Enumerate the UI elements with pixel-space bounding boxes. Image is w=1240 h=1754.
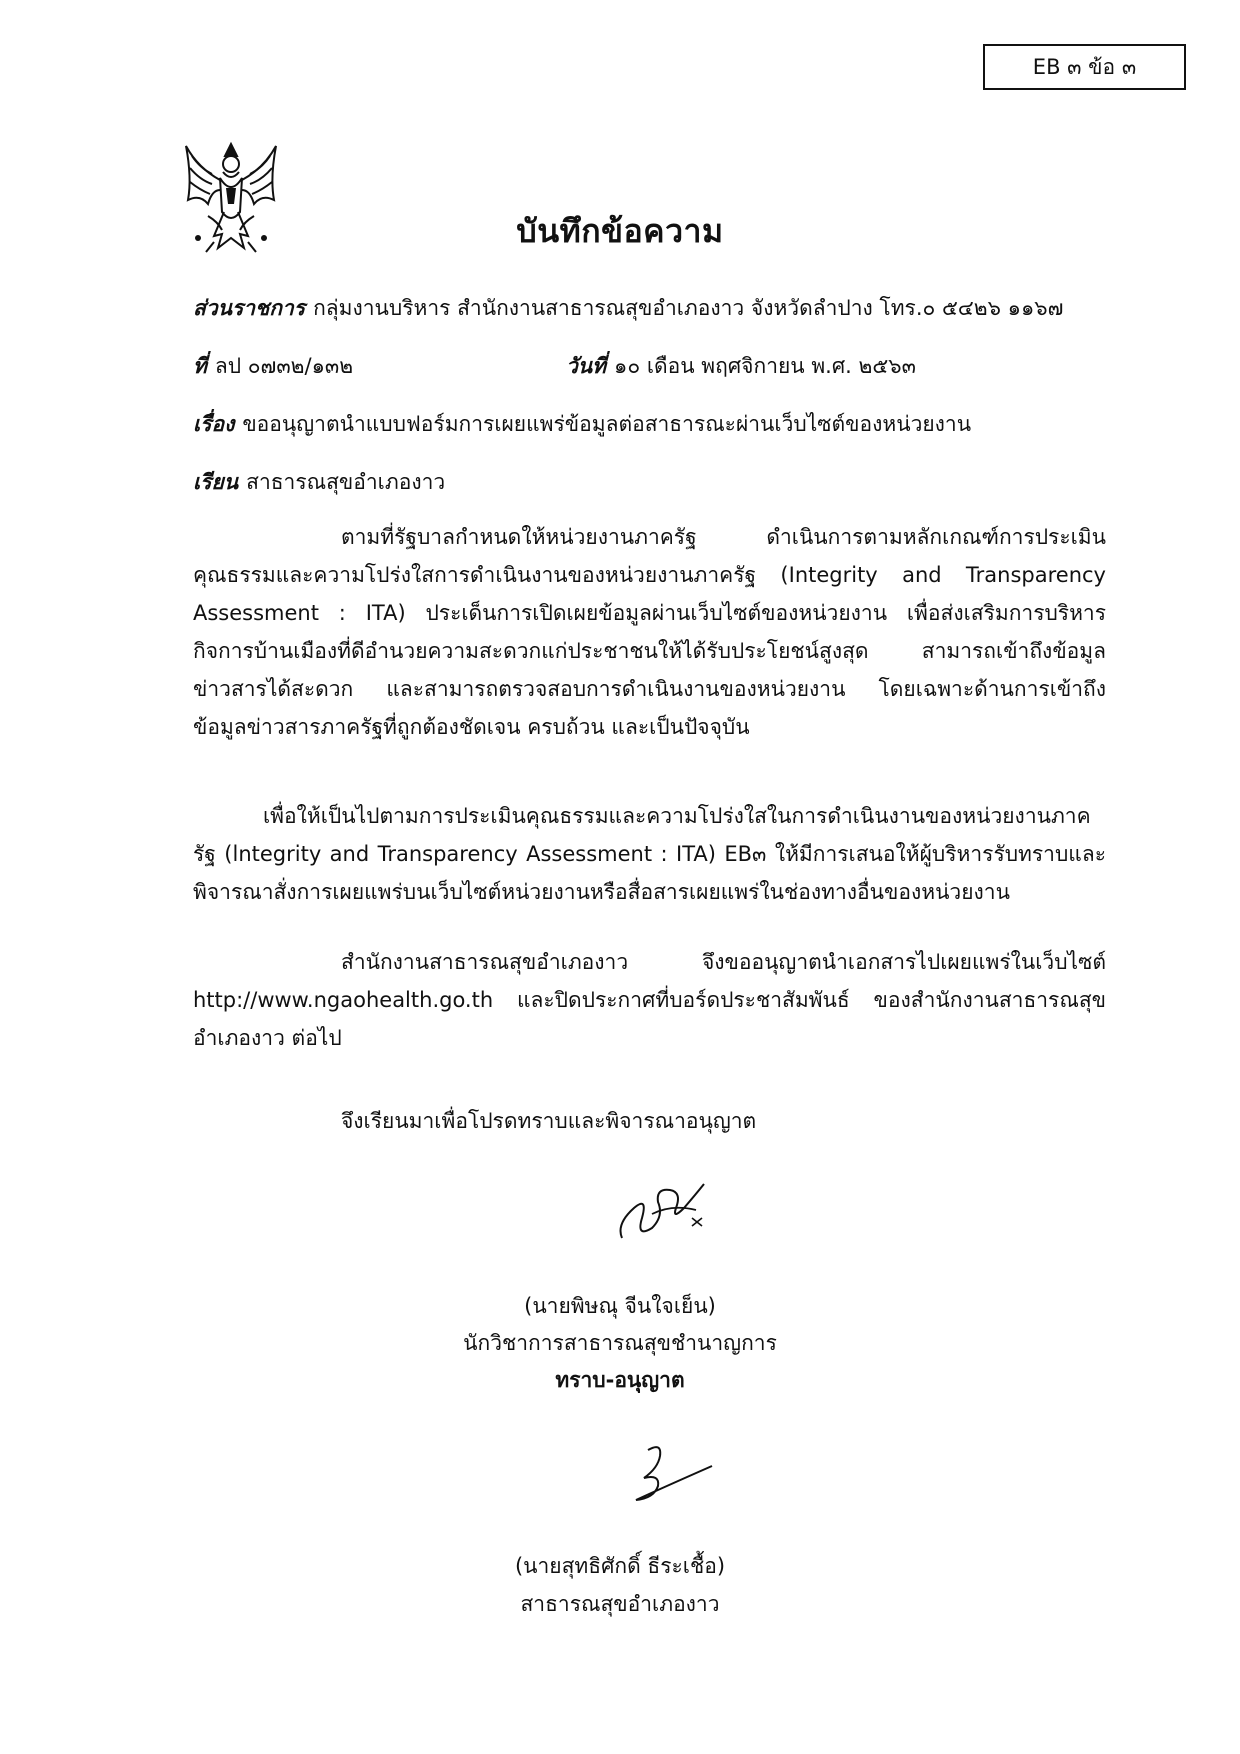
addressee-label: เรียน [193,470,239,494]
reference-line [193,350,353,383]
reference-value: ลป ๐๗๓๒/๑๓๒ [214,354,354,378]
signer-1-name: (นายพิษณุ จีนใจเย็น) [524,1294,716,1318]
addressee-value: สาธารณสุขอำเภองาว [246,470,446,494]
date-value: ๑๐ เดือน พฤศจิกายน พ.ศ. ๒๕๖๓ [614,354,916,378]
body-paragraph-3: สำนักงานสาธารณสุขอำเภองาว จึงขออนุญาตนำเอกสารไปเผยแพร่ในเว็บไซต์ http://www.ngaohealth.go.th และปิดประกาศที่บอร์ดประชาสัมพันธ์ ของสำนักงานสาธารณสุขอำเภองาว ต่อไป [193,950,1106,1050]
body-paragraph-2: เพื่อให้เป็นไปตามการประเมินคุณธรรมและความโปร่งใสในการดำเนินงานของหน่วยงานภาครัฐ (lntegrity and Transparency Assessment : ITA) EB๓ ให้มีการเสนอให้ผู้บริหารรับทราบและพิจารณาสั่งการเผยแพร่บนเว็บไซต์หน่วยงานหรือสื่อสารเผยแพร่ในช่องทางอื่นของหน่วยงาน [193,804,1106,904]
subject-value: ขออนุญาตนำแบบฟอร์มการเผยแพร่ข้อมูลต่อสาธารณะผ่านเว็บไซต์ของหน่วยงาน [242,412,972,436]
agency-line [193,292,1063,325]
subject-line [193,408,971,441]
subject-label: เรื่อง [193,412,235,436]
date-label: วันที่ [566,354,606,378]
agency-label: ส่วนราชการ [193,296,306,320]
reference-label: ที่ [193,354,207,378]
document-code: EB ๓ ข้อ ๓ [1032,54,1137,79]
signature-1-image [612,1168,722,1248]
document-code-box [983,44,1186,90]
date-line [566,350,916,383]
agency-value: กลุ่มงานบริหาร สำนักงานสาธารณสุขอำเภองาว จังหวัดลำปาง โทร.๐ ๕๔๒๖ ๑๑๖๗ [313,296,1064,320]
signer-2-name: (นายสุทธิศักดิ์ ธีระเชื้อ) [514,1554,726,1578]
body-paragraph-1: ตามที่รัฐบาลกำหนดให้หน่วยงานภาครัฐ ดำเนินการตามหลักเกณฑ์การประเมินคุณธรรมและความโปร่งใสการดำเนินงานของหน่วยงานภาครัฐ (Integrity and Transparency Assessment : ITA) ประเด็นการเปิดเผยข้อมูลผ่านเว็บไซต์ของหน่วยงาน เพื่อส่งเสริมการบริหารกิจการบ้านเมืองที่ดีอำนวยความสะดวกแก่ประชาชนให้ได้รับประโยชน์สูงสุด สามารถเข้าถึงข้อมูลข่าวสารได้สะดวก และสามารถตรวจสอบการดำเนินงานของหน่วยงาน โดยเฉพาะด้านการเข้าถึงข้อมูลข่าวสารภาครัฐที่ถูกต้องชัดเจน ครบถ้วน และเป็นปัจจุบัน [193,525,1106,739]
approval-text: ทราบ-อนุญาต [555,1368,685,1392]
document-title: บันทึกข้อความ [516,212,724,250]
signer-2-position: สาธารณสุขอำเภองาว [520,1592,720,1616]
addressee-line [193,466,445,499]
signer-1-position: นักวิชาการสาธารณสุขชำนาญการ [463,1331,777,1355]
closing-line: จึงเรียนมาเพื่อโปรดทราบและพิจารณาอนุญาต [341,1109,757,1133]
signature-2-image [622,1438,722,1508]
